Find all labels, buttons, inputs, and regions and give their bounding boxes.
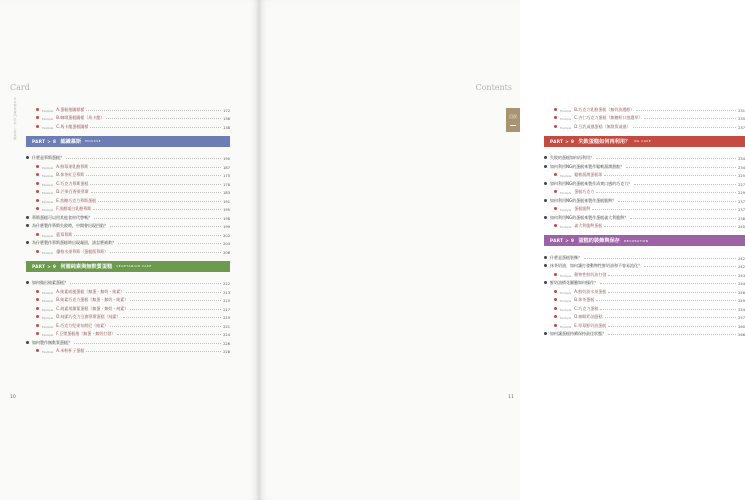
page-number: 136 [223, 117, 230, 121]
toc-example-entry[interactable] [544, 320, 745, 329]
toc-example-entry[interactable] [544, 269, 745, 278]
bullet-icon [36, 116, 39, 119]
page-number: 202 [223, 233, 230, 238]
bullet-icon [36, 250, 39, 253]
entry-title: E.焦糖巧克力慕斯蛋糕 [56, 197, 97, 203]
entry-title: D.芒果百香果慕斯 [56, 189, 89, 194]
leader-dots [98, 201, 221, 202]
bullet-icon [36, 165, 39, 168]
chapter-tab-label: 目次 [509, 114, 517, 119]
page-number: 240 [738, 225, 745, 229]
leader-dots [608, 292, 736, 293]
toc-example-entry[interactable] [26, 195, 230, 204]
example-tag: Example [42, 175, 54, 178]
toc-example-entry[interactable] [26, 170, 230, 179]
toc-example-entry[interactable] [26, 286, 230, 295]
entry-title: 失敗的蛋糕如何再利用？ [550, 155, 594, 160]
left-folio: 10 [10, 395, 16, 400]
example-tag: Example [560, 317, 572, 320]
entry-title: 如何讓蛋糕持續保持最佳狀態？ [550, 331, 606, 336]
page-number: 212 [223, 282, 230, 286]
example-tag: Example [42, 291, 54, 295]
page-number: 178 [223, 182, 230, 187]
entry-title: C.巧克力慕斯蛋糕 [56, 180, 89, 186]
example-tag: Example [560, 192, 572, 195]
example-tag: Example [560, 109, 572, 113]
page-number: 228 [223, 350, 230, 354]
example-tag: Example [42, 126, 54, 130]
page-number: 242 [738, 256, 745, 261]
bullet-icon [544, 199, 547, 202]
example-tag: Example [560, 126, 572, 130]
page-number: 215 [223, 299, 230, 303]
example-tag: Example [42, 308, 54, 312]
page-number: 198 [223, 216, 230, 221]
bullet-icon [36, 307, 39, 310]
toc-example-entry[interactable] [26, 303, 230, 312]
bullet-icon [36, 108, 39, 111]
entry-title: B.巧克力乳酪蛋糕（無奶油濃醇） [574, 106, 635, 112]
toc-example-entry[interactable] [26, 320, 230, 329]
part-banner [544, 136, 745, 147]
toc-example-entry[interactable] [26, 187, 230, 196]
example-tag: Example [42, 192, 54, 195]
entry-title: F.黑醋栗白乳酪慕斯 [56, 206, 92, 211]
toc-example-entry[interactable] [544, 295, 745, 304]
bullet-icon [554, 273, 557, 276]
entry-title: 什麼是慕斯蛋糕？ [32, 155, 64, 160]
entry-title: A.蛋糕捲圖標樣 [56, 106, 85, 112]
right-running-head: Contents [475, 83, 512, 92]
bullet-icon [554, 290, 557, 293]
toc-example-entry[interactable] [26, 121, 230, 130]
page-number: 187 [223, 165, 230, 170]
example-tag: Example [560, 308, 572, 312]
part-english: DECORATION [623, 238, 649, 243]
page-number: 191 [223, 199, 230, 204]
toc-example-entry[interactable] [26, 113, 230, 122]
leader-dots [110, 226, 221, 227]
leader-dots [117, 334, 221, 335]
example-tag: Example [42, 325, 54, 329]
entry-title: A.鮮奶油水果蛋糕 [574, 288, 607, 294]
leader-dots [636, 110, 736, 111]
example-tag: Example [42, 200, 54, 204]
part-number: PART > 8 [32, 138, 57, 144]
leader-dots [110, 326, 221, 327]
toc-question-entry[interactable] [26, 212, 230, 221]
part-number: PART > 9 [550, 138, 575, 144]
entry-title: C.巧克力蛋糕 [574, 305, 599, 311]
bullet-icon [26, 281, 29, 284]
leader-dots [74, 343, 221, 344]
leader-dots [118, 243, 221, 244]
page-number: 217 [223, 307, 230, 312]
bullet-icon [26, 156, 29, 159]
page-number: 227 [738, 182, 745, 187]
leader-dots [604, 175, 736, 176]
leader-dots [644, 118, 736, 119]
page-number: 204 [223, 242, 230, 246]
toc-question-entry[interactable] [544, 329, 745, 338]
example-tag: Example [560, 209, 572, 212]
right-folio: 11 [508, 395, 514, 400]
leader-dots [584, 258, 736, 259]
part-banner [26, 261, 230, 272]
leader-dots [596, 192, 736, 193]
toc-example-entry[interactable] [26, 178, 230, 187]
page-number: 244 [738, 282, 745, 286]
entry-title: 優格水果慕斯（蛋糕版慕斯） [56, 248, 109, 254]
leader-dots [90, 184, 221, 185]
toc-example-entry[interactable] [26, 329, 230, 338]
toc-question-entry[interactable] [544, 178, 745, 187]
part-number: PART > 9 [550, 238, 575, 243]
bullet-icon [544, 264, 547, 267]
entry-title: B.咖啡蛋糕圖樣（馬卡龍） [56, 115, 105, 120]
part-banner [26, 136, 230, 147]
part-english: VEGETARIAN CAKE [116, 264, 152, 268]
leader-dots [86, 110, 221, 111]
toc-example-entry[interactable] [544, 104, 745, 113]
leader-dots [634, 184, 736, 185]
bullet-icon [554, 307, 557, 310]
page-number: 237 [738, 125, 745, 130]
leader-dots [94, 218, 221, 219]
bullet-icon [36, 324, 39, 327]
leader-dots [86, 351, 221, 352]
entry-title: 為什麼製作慕斯蛋糕時出現凝固，該怎麼補救？ [32, 240, 116, 245]
bullet-icon [544, 216, 547, 219]
toc-question-entry[interactable] [544, 278, 745, 287]
page-number: 221 [223, 324, 230, 329]
leader-dots [90, 127, 221, 128]
example-tag: Example [42, 118, 54, 121]
page-number: 242 [738, 265, 745, 269]
page-number: 237 [738, 199, 745, 204]
page-number: 246 [738, 290, 745, 295]
leader-dots [90, 167, 221, 168]
leader-dots [596, 158, 736, 159]
leader-dots [74, 235, 221, 236]
toc-question-entry[interactable] [26, 153, 230, 162]
entry-title: A.鮮莓果乳酪慕斯 [56, 163, 89, 169]
entry-title: 為什麼製作慕斯失敗時，中間會出現凹陷？ [32, 223, 108, 228]
toc-example-entry[interactable] [544, 170, 745, 179]
page-number: 206 [223, 250, 230, 255]
entry-title: 慕斯蛋糕可以用其他食材代替嗎？ [32, 214, 92, 220]
toc-question-entry[interactable] [544, 161, 745, 170]
bullet-icon [36, 298, 39, 301]
page-number: 234 [738, 157, 745, 161]
page-number: 229 [738, 191, 745, 195]
example-tag: Example [42, 234, 54, 238]
entry-title: 如何製作無麩質蛋糕？ [32, 339, 72, 345]
page-number: 234 [738, 165, 745, 170]
entry-title: 蛋糕脆餅 [574, 206, 591, 211]
page-number: 257 [738, 316, 745, 320]
entry-title: E.草莓鮮奶油蛋糕 [574, 322, 607, 328]
example-tag: Example [42, 351, 54, 354]
left-toc-column [26, 104, 230, 354]
entry-title: F.豆漿蛋糕捲（無蛋・無奶打發） [56, 331, 116, 336]
entry-title: 什麼是蛋糕裝飾？ [550, 254, 582, 260]
bullet-icon [36, 233, 39, 236]
page-number: 226 [223, 341, 230, 346]
bullet-icon [36, 315, 39, 318]
entry-title: C.馬卡龍蛋糕圖樣 [56, 123, 89, 129]
toc-example-entry[interactable] [544, 286, 745, 295]
page-number: 243 [738, 273, 745, 278]
bullet-icon [36, 173, 39, 176]
leader-dots [110, 252, 221, 253]
example-tag: Example [42, 109, 54, 113]
entry-title: A.純素戚風蛋糕（無蛋・無奶・純素） [56, 288, 125, 294]
entry-title: 如何利用NG的蛋糕來製作蛋糕脆餅？ [550, 197, 617, 203]
bullet-icon [544, 182, 547, 185]
page-number: 231 [738, 108, 745, 113]
bullet-icon [36, 207, 39, 210]
toc-example-entry[interactable] [26, 346, 230, 355]
page-number: 260 [738, 324, 745, 329]
page-number: 225 [738, 174, 745, 178]
entry-title: 抹茶奶油，如何讓打發動物性鮮奶油和不容易流化？ [550, 263, 642, 268]
leader-dots [618, 201, 736, 202]
left-running-head: Card [10, 83, 30, 92]
page-number: 249 [738, 299, 745, 303]
toc-example-entry[interactable] [26, 246, 230, 255]
leader-dots [605, 317, 737, 318]
leader-dots [626, 167, 736, 168]
bullet-icon [544, 281, 547, 284]
part-banner [544, 235, 745, 246]
example-tag: Example [560, 291, 572, 295]
bullet-icon [544, 256, 547, 259]
part-title: 失敗蛋糕如何再利用？ [578, 138, 631, 145]
bullet-icon [544, 165, 547, 168]
example-tag: Example [560, 325, 572, 329]
leader-dots [91, 192, 222, 193]
entry-title: C.杏仁巧克力蛋糕（無糖粉口感濃厚） [574, 115, 643, 120]
toc-example-entry[interactable] [544, 312, 745, 321]
entry-title: 如何利用NG的蛋糕來製作鬆軟濕潤甜點？ [550, 163, 625, 169]
bullet-icon [554, 173, 557, 176]
bullet-icon [554, 116, 557, 119]
leader-dots [126, 292, 221, 293]
leader-dots [608, 334, 736, 335]
example-tag: Example [42, 334, 54, 337]
part-english: NG CAKE [634, 139, 652, 143]
leader-dots [644, 266, 736, 267]
bullet-icon [554, 324, 557, 327]
entry-title: 如何做出純素蛋糕？ [32, 280, 68, 285]
entry-title: 如何利用NG的蛋糕來製作蛋糕義大利脆餅？ [550, 214, 629, 220]
example-tag: Example [42, 166, 54, 170]
bullet-icon [554, 207, 557, 210]
chapter-tab [506, 108, 520, 132]
bullet-icon [36, 125, 39, 128]
example-tag: Example [560, 226, 572, 229]
entry-title: 義大利脆餅蛋糕 [574, 223, 603, 228]
entry-title: 鮮奶油擠花圖騰如何操作？ [550, 280, 598, 285]
leader-dots [106, 118, 221, 119]
example-tag: Example [42, 209, 54, 212]
bullet-icon [544, 332, 547, 335]
bullet-icon [554, 298, 557, 301]
toc-example-entry[interactable] [26, 295, 230, 304]
bullet-icon [26, 216, 29, 219]
entry-title: 鬆軟濕潤蛋糕球 [574, 172, 603, 177]
toc-example-entry[interactable] [26, 312, 230, 321]
part-number: PART > 9 [32, 263, 57, 269]
toc-question-entry[interactable] [544, 153, 745, 162]
page-number: 219 [223, 316, 230, 320]
entry-title: E.巧克力堅果布朗尼（純素） [56, 322, 109, 328]
chapter-tab-mark [510, 125, 516, 126]
part-english: MOUSSE [85, 139, 101, 143]
entry-title: D.咖啡奶油蛋糕 [574, 314, 603, 319]
toc-example-entry[interactable] [544, 204, 745, 213]
part-title: 認識慕斯 [60, 138, 82, 145]
leader-dots [130, 300, 221, 301]
page-number: 213 [223, 290, 230, 295]
example-tag: Example [42, 251, 54, 255]
page-number: 266 [738, 333, 745, 337]
bullet-icon [36, 290, 39, 293]
toc-example-entry[interactable] [26, 104, 230, 113]
bullet-icon [36, 332, 39, 335]
toc-question-entry[interactable] [26, 221, 230, 230]
leader-dots [70, 283, 221, 284]
leader-dots [608, 326, 736, 327]
entry-title: A.米粉杯子蛋糕 [56, 348, 85, 353]
page-number: 183 [223, 191, 230, 195]
toc-question-entry[interactable] [26, 278, 230, 287]
bullet-icon [36, 349, 39, 352]
page-number: 195 [223, 208, 230, 212]
page-number: 237 [738, 208, 745, 212]
toc-example-entry[interactable] [26, 204, 230, 213]
page-number: 224 [223, 333, 230, 337]
page-number: 138 [223, 125, 230, 130]
bullet-icon [544, 156, 547, 159]
leader-dots [608, 275, 736, 276]
entry-title: B.純素巧克力蛋糕（無蛋・無奶・純素） [56, 297, 129, 302]
leader-dots [66, 158, 221, 159]
example-tag: Example [42, 183, 54, 187]
leader-dots [596, 300, 736, 301]
entry-title: C.純素胡蘿蔔蛋糕（無蛋・無奶・純素） [56, 305, 129, 311]
page-number: 235 [738, 117, 745, 121]
entry-title: D.豆乳戚風蛋糕（無麩質戚風） [574, 123, 631, 129]
example-tag: Example [560, 175, 572, 178]
toc-example-entry[interactable] [26, 229, 230, 238]
toc-example-entry[interactable] [544, 303, 745, 312]
part-title: 何謂純素與無麩質蛋糕 [60, 263, 113, 270]
example-tag: Example [42, 300, 54, 303]
entry-title: 藍莓慕斯 [56, 231, 73, 237]
entry-title: B.抹茶紅豆慕斯 [56, 172, 85, 177]
bullet-icon [26, 341, 29, 344]
leader-dots [93, 209, 221, 210]
bullet-icon [26, 224, 29, 227]
toc-question-entry[interactable] [544, 212, 745, 221]
part-title: 蛋糕的裝飾與保存 [578, 238, 620, 244]
example-tag: Example [42, 317, 54, 320]
example-tag: Example [560, 118, 572, 121]
entry-title: 動物性鮮奶油打發 [574, 271, 607, 277]
leader-dots [633, 127, 737, 128]
bullet-icon [554, 125, 557, 128]
bullet-icon [554, 224, 557, 227]
bullet-icon [36, 182, 39, 185]
bullet-icon [554, 108, 557, 111]
toc-question-entry[interactable] [26, 238, 230, 247]
left-vertical-text: 日本製菓專門學校 人氣蛋糕 [13, 97, 17, 141]
entry-title: 如何利用NG的蛋糕來製作清爽口感的巧克力？ [550, 180, 633, 186]
example-tag: Example [560, 274, 572, 278]
bullet-icon [26, 241, 29, 244]
leader-dots [592, 209, 736, 210]
entry-title: 蛋糕巧克力 [574, 189, 595, 194]
toc-example-entry[interactable] [26, 161, 230, 170]
toc-example-entry[interactable] [544, 121, 745, 130]
page-number: 254 [738, 307, 745, 312]
page-number: 175 [223, 174, 230, 178]
leader-dots [130, 309, 221, 310]
bullet-icon [36, 199, 39, 202]
toc-question-entry[interactable] [544, 261, 745, 270]
entry-title: B.抹茶蛋糕 [574, 297, 595, 302]
right-page [259, 0, 745, 500]
example-tag: Example [560, 300, 572, 303]
leader-dots [600, 309, 736, 310]
page-number: 238 [738, 216, 745, 221]
leader-dots [604, 226, 736, 227]
toc-example-entry[interactable] [544, 113, 745, 122]
page-number: 190 [223, 157, 230, 161]
toc-question-entry[interactable] [544, 252, 745, 261]
entry-title: D.純素巧克力豆腐慕斯蛋糕（純素） [56, 314, 121, 319]
bullet-icon [554, 315, 557, 318]
toc-example-entry[interactable] [544, 221, 745, 230]
leader-dots [86, 175, 221, 176]
toc-question-entry[interactable] [26, 337, 230, 346]
leader-dots [123, 317, 222, 318]
toc-question-entry[interactable] [544, 195, 745, 204]
left-page [0, 0, 259, 500]
leader-dots [600, 283, 736, 284]
page-number: 199 [223, 225, 230, 229]
right-toc-column [544, 104, 745, 337]
bullet-icon [36, 190, 39, 193]
bullet-icon [554, 190, 557, 193]
toc-example-entry[interactable] [544, 187, 745, 196]
leader-dots [630, 218, 736, 219]
page-number: 172 [223, 108, 230, 113]
